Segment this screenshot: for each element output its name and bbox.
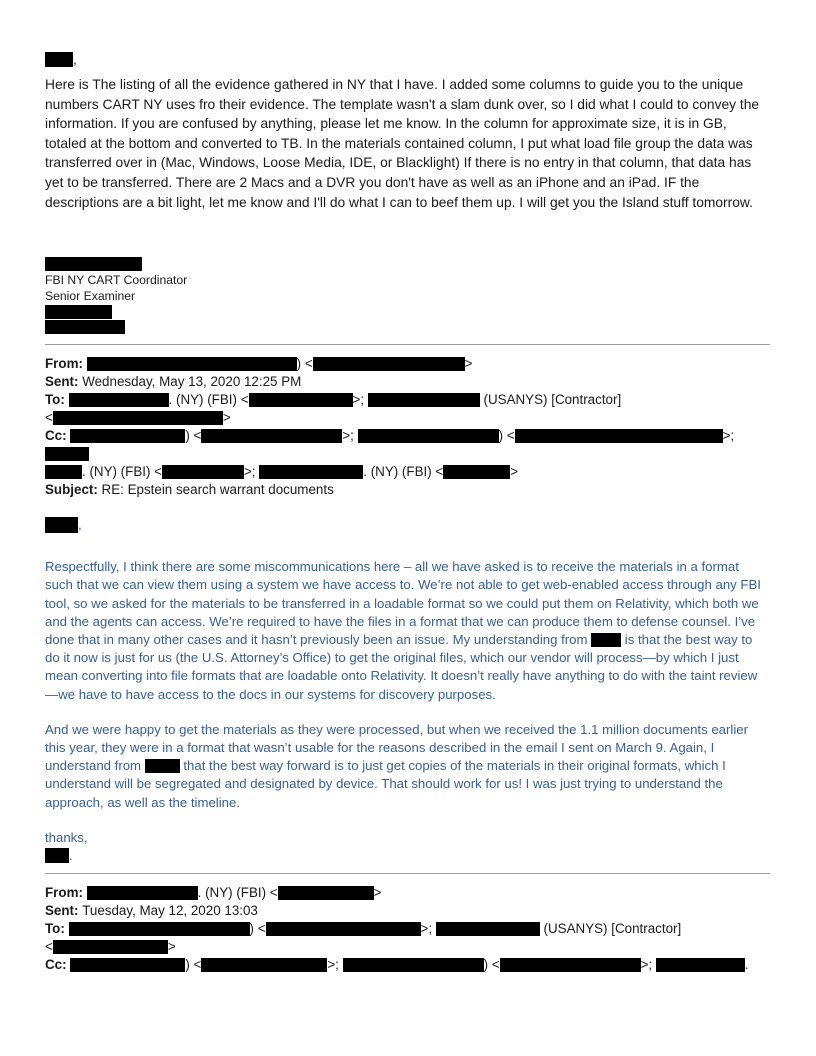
text-run: ) < [185, 428, 202, 444]
redaction-bar [201, 429, 342, 443]
text-run: ) < [483, 957, 500, 973]
redaction-bar [358, 429, 499, 443]
header-field-label: Cc: [45, 428, 71, 444]
text-run: > [167, 939, 176, 955]
reply-signoff: thanks, [45, 829, 88, 845]
redaction-bar [70, 429, 185, 443]
text-run: < [45, 410, 53, 426]
text-run: >; [420, 921, 436, 937]
text-run: And we were happy to get the materials as they were processed, but when we received the 1.1 million documents earlier this year, they were in a format that wasn’t usable for the reasons described in the email I sent on March 9. Again, I understand from [45, 721, 748, 774]
redaction-bar [53, 940, 168, 954]
text-run: . [744, 957, 749, 973]
text-run: , [73, 52, 77, 67]
text-run: ) < [185, 957, 202, 973]
email3-header-block [45, 884, 770, 974]
redaction-bar [162, 465, 244, 479]
header-field-label: From: [45, 885, 87, 901]
redaction-bar [45, 320, 125, 334]
redaction-bar [343, 958, 484, 972]
text-run: > [464, 356, 473, 372]
email1-signature-block [45, 257, 770, 336]
text-run: is that the best way to do it now is just for us (the U.S. Attorney’s Office) to get the original files, which our vendor will process—by which I just mean converting into file formats that are loadable onto Relativity. It doesn’t really have anything to do with the taint review—we have to have access to the docs in our systems for discovery purposes. [45, 631, 758, 702]
redaction-bar [515, 429, 723, 443]
reply-paragraph-1 [45, 558, 770, 704]
redaction-bar [591, 633, 621, 647]
email2-header-block [45, 355, 770, 499]
text-run: Wednesday, May 13, 2020 12:25 PM [82, 374, 302, 390]
redaction-bar [69, 922, 250, 936]
signature-name-redaction [45, 257, 770, 273]
redaction-bar [278, 886, 374, 900]
text-run: >; [243, 464, 260, 480]
header-field-label: Sent: [45, 374, 83, 390]
text-run: . (NY) (FBI) < [168, 392, 249, 408]
text-run: >; [352, 392, 368, 408]
text-run: RE: Epstein search warrant documents [101, 482, 334, 498]
text-run: . (NY) (FBI) < [363, 464, 444, 480]
text-run: ) < [498, 428, 515, 444]
email1-greeting-line [45, 50, 770, 70]
redaction-bar [45, 848, 69, 863]
text-run: Tuesday, May 12, 2020 13:03 [82, 903, 258, 919]
email1-body-paragraph: Here is The listing of all the evidence gathered in NY that I have. I added some columns to guide you to the unique numbers CART NY uses fro their evidence. The template wasn't a slam dunk over, so I did what I could to convey the information. If you are confused by anything, please let me know. In the column for approximate size, it is in GB, totaled at the bottom and converted to TB. In the materials contained column, I put what load file group the data was transferred over in (Mac, Windows, Loose Media, IDE, or Blacklight) If there is no entry in that column, that data has yet to be transferred. There are 2 Macs and a DVR you don't have as well as an iPhone and an iPad. IF the descriptions are a bit light, let me know and I'll do what I can to beef them up. I will get you the Island stuff tomorrow. [45, 77, 760, 210]
signature-title: FBI NY CART Coordinator [45, 272, 188, 287]
message-divider [45, 344, 770, 345]
text-run: ) < [249, 921, 266, 937]
header-cc-line [45, 427, 770, 481]
redaction-bar [249, 393, 353, 407]
text-run: < [45, 939, 53, 955]
redaction-bar [45, 447, 89, 461]
text-run: . (NY) (FBI) < [82, 464, 162, 480]
header-sent-line [45, 373, 770, 391]
text-run: . (NY) (FBI) < [197, 885, 278, 901]
header-from-line [45, 355, 770, 373]
redaction-bar [45, 52, 73, 67]
reply-signoff-name-redaction [45, 847, 770, 865]
header-field-label: To: [45, 921, 69, 937]
header-field-label: From: [45, 356, 87, 372]
header2-sent-line [45, 902, 770, 920]
text-run: >; [722, 428, 735, 444]
redaction-bar [443, 465, 510, 479]
redaction-bar [87, 886, 198, 900]
redaction-bar [145, 759, 180, 773]
reply-paragraph-2 [45, 721, 770, 812]
text-run: (USANYS) [Contractor] [539, 921, 682, 937]
redaction-bar [45, 465, 82, 479]
redaction-bar [69, 393, 169, 407]
text-run: that the best way forward is to just get copies of the materials in their original formats, which I understand will be segregated and designated by device. That should work for us! I was just trying to understand the approach, as well as the timeline. [45, 758, 726, 810]
redaction-bar [313, 357, 465, 371]
signature-contact-redaction-2 [45, 320, 770, 336]
text-run: > [510, 464, 519, 480]
text-run: (USANYS) [Contractor] [479, 392, 622, 408]
redaction-bar [656, 958, 745, 972]
redaction-bar [45, 305, 112, 319]
redaction-bar [45, 257, 142, 271]
header2-from-line [45, 884, 770, 902]
text-run: >; [327, 957, 343, 973]
redaction-bar [45, 517, 78, 533]
signature-role: Senior Examiner [45, 288, 136, 303]
text-run: > [373, 885, 382, 901]
text-run: ) < [296, 356, 313, 372]
text-run: . [69, 847, 73, 863]
header-to-line [45, 391, 770, 427]
header2-cc-line [45, 956, 770, 974]
text-run: > [222, 410, 231, 426]
header2-to-line [45, 920, 770, 956]
text-run: >; [342, 428, 358, 444]
redaction-bar [259, 465, 363, 479]
redaction-bar [368, 393, 480, 407]
header-field-label: Sent: [45, 903, 83, 919]
text-run: >; [640, 957, 656, 973]
header-field-label: To: [45, 392, 69, 408]
redaction-bar [201, 958, 327, 972]
redaction-bar [436, 922, 540, 936]
message-divider-2 [45, 873, 770, 874]
header-field-label: Cc: [45, 957, 71, 973]
text-run: , [78, 517, 82, 533]
header-subject-line [45, 481, 770, 499]
redaction-bar [266, 922, 421, 936]
text-run: Respectfully, I think there are some miscommunications here – all we have asked is to receive the materials in a format such that we can view them using a system we have access to. We’re not able to get web-enabled access through any FBI tool, so we asked for the materials to be transferred in a loadable format so we could put them on Relativity, which both we and the agents can access. We’re required to have the files in a format that we can produce them to defense counsel. I’ve done that in many other cases and it hasn’t previously been an issue. My understanding from [45, 559, 761, 647]
redaction-bar [500, 958, 641, 972]
header-field-label: Subject: [45, 482, 102, 498]
redaction-bar [87, 357, 297, 371]
redaction-bar [70, 958, 185, 972]
reply-greeting-line [45, 516, 770, 534]
redaction-bar [53, 411, 223, 425]
signature-contact-redaction-1 [45, 305, 770, 321]
